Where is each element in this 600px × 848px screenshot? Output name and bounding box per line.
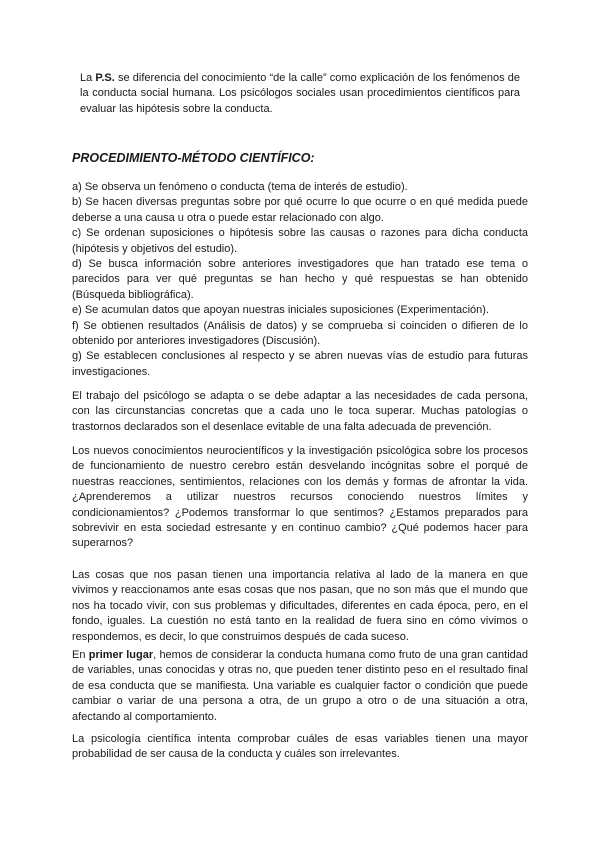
intro-term: P.S. [95, 72, 115, 84]
paragraph-psychologist-work: El trabajo del psicólogo se adapta o se debe adaptar a las necesidades de cada persona, con las circunstancias concretas que a cada uno le toca superar. Muchas patologías o trastornos declarados son el desenlace evitable de una falta adecuada de prevención. [72, 390, 528, 433]
paragraph-first-place [72, 648, 528, 725]
intro-lead: La [80, 72, 96, 84]
p4-lead: En [72, 649, 89, 661]
section-heading: PROCEDIMIENTO-MÉTODO CIENTÍFICO: [72, 151, 315, 165]
paragraph-things-happen: Las cosas que nos pasan tienen una importancia relativa al lado de la manera en que vivimos y reaccionamos ante esas cosas que nos pasan, que no son más que el mundo que nos ha tocado vivir, con sus problemas y dificultades, diferentes en cada época, pero, en el fondo, iguales. La cuestión no está tanto en la realidad de fuera sino en cómo vivimos o respondemos, es decir, lo que construimos después de cada suceso. [72, 569, 528, 643]
step-f: f) Se obtienen resultados (Análisis de datos) y se comprueba si coinciden o difieren de lo obtenido por anteriores investigadores (Discusión). [72, 319, 528, 348]
paragraph-neuroscience: Los nuevos conocimientos neurocientíficos y la investigación psicológica sobre los procesos de funcionamiento de nuestro cerebro están desvelando incógnitas sobre el porqué de nuestras reacciones, sentimientos, relaciones con los demás y formas de afrontar la vida. ¿Aprenderemos a utilizar nuestros recursos conociendo nuestros límites y condicionamientos? ¿Podemos transformar lo que sentimos? ¿Estamos preparados para sobrevivir en esta sociedad estresante y en continuo cambio? ¿Qué podemos hacer para superarnos? [72, 445, 528, 550]
step-g: g) Se establecen conclusiones al respecto y se abren nuevas vías de estudio para futuras investigaciones. [72, 350, 528, 378]
step-d: d) Se busca información sobre anteriores investigadores que han tratado ese tema o parecidos para ver qué preguntas se han hecho y qué respuestas se han obtenido (Búsqueda bibliográfica). [72, 258, 528, 301]
intro-rest: se diferencia del conocimiento “de la calle” como explicación de los fenómenos de la conducta social humana. Los psicólogos sociales usan procedimientos científicos para evaluar las hipótesis sobre la conducta. [80, 72, 520, 115]
step-b: b) Se hacen diversas preguntas sobre por qué ocurre lo que ocurre o en qué medida puede deberse a una causa u otra o puede estar relacionado con algo. [72, 196, 528, 224]
intro-paragraph [80, 71, 520, 117]
p4-rest: , hemos de considerar la conducta humana como fruto de una gran cantidad de variables, unas conocidas y otras no, que pueden tener distinto peso en el resultado final de esa conducta que se manifiesta. Una variable es cualquier factor o condición que puede cambiar o variar de una persona a otra, de un grupo a otro o de una situación a otra, afectando al comportamiento. [72, 649, 529, 723]
p4-bold-term: primer lugar [88, 649, 154, 661]
step-c: c) Se ordenan suposiciones o hipótesis sobre las causas o razones para dicha conducta (hipótesis y objetivos del estudio). [72, 227, 528, 255]
method-steps-list [72, 180, 528, 380]
step-a: a) Se observa un fenómeno o conducta (tema de interés de estudio). [72, 181, 408, 193]
paragraph-scientific-psychology: La psicología científica intenta comprobar cuáles de esas variables tienen una mayor probabilidad de ser causa de la conducta y cuáles son irrelevantes. [72, 733, 528, 761]
step-e: e) Se acumulan datos que apoyan nuestras iniciales suposiciones (Experimentación). [72, 304, 490, 317]
